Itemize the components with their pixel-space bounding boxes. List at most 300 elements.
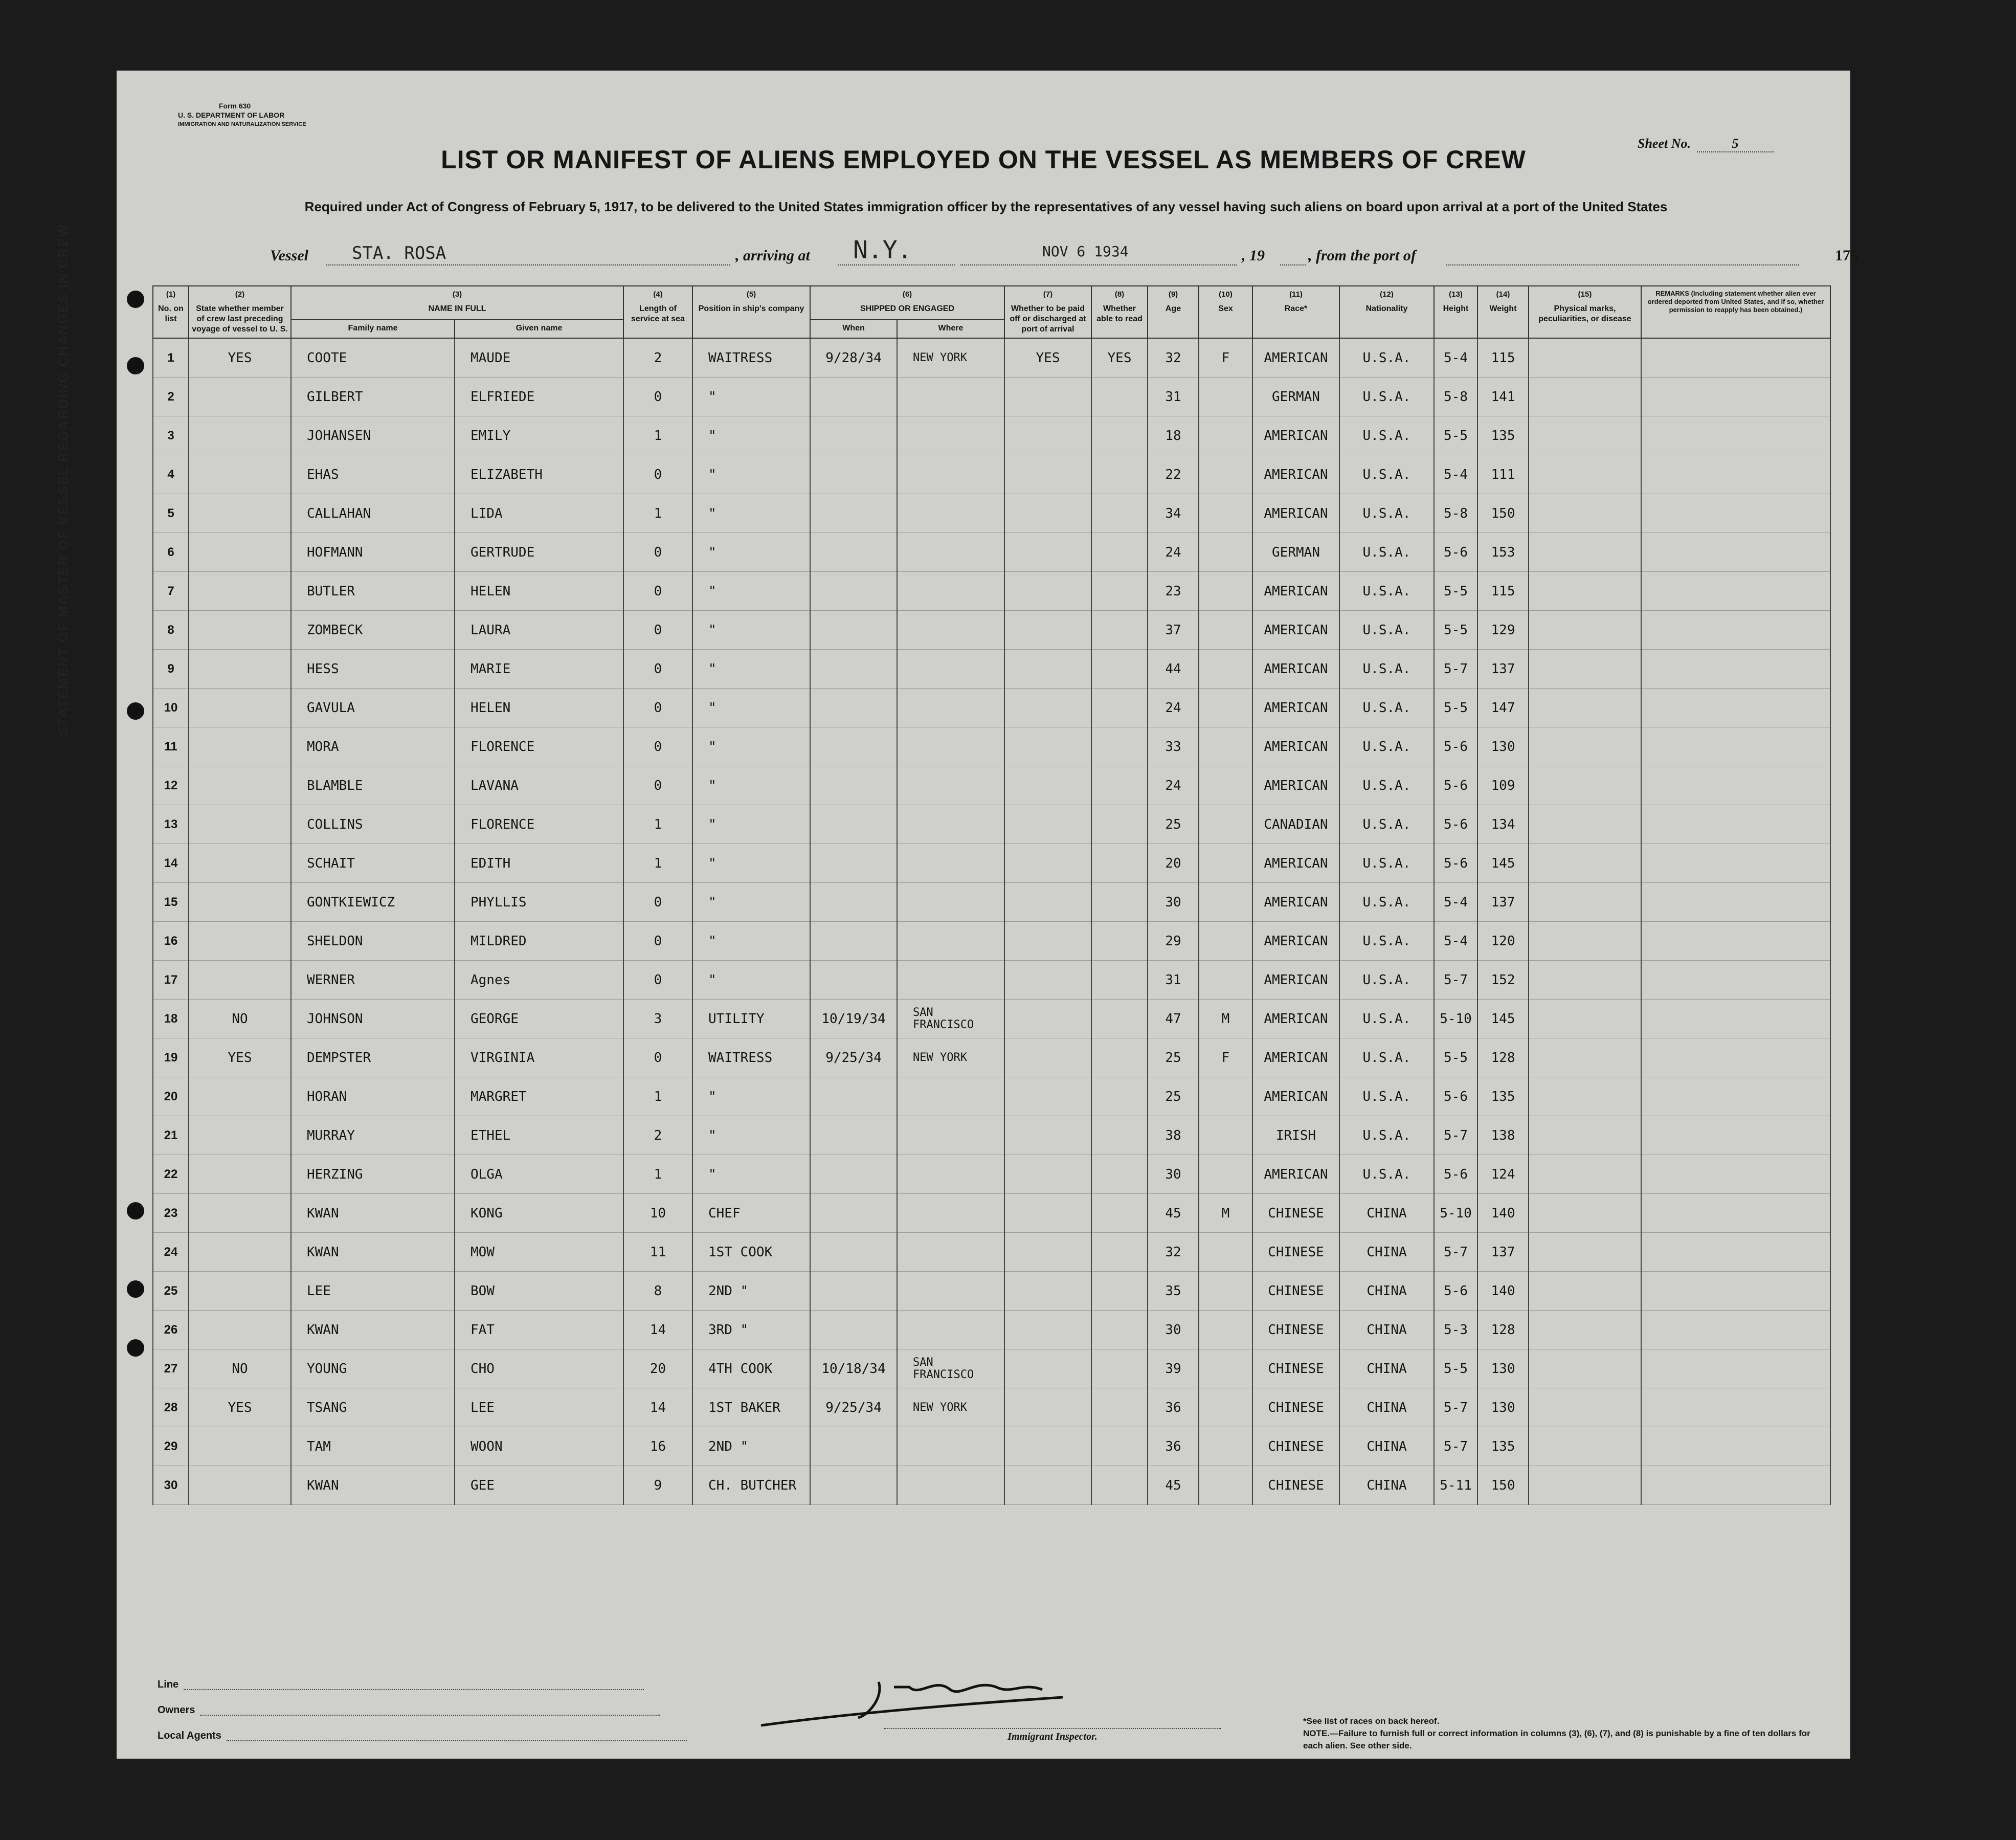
footnotes — [1303, 1715, 1815, 1752]
service-length-cell: 3 — [623, 1000, 692, 1038]
col-num: (13) — [1449, 290, 1463, 299]
service-length-cell: 0 — [623, 883, 692, 922]
able-to-read-cell — [1091, 1116, 1148, 1155]
remarks-cell — [1641, 533, 1830, 572]
shipped-when-cell — [810, 805, 897, 844]
race-cell: AMERICAN — [1252, 1000, 1339, 1038]
service-length-cell: 20 — [623, 1349, 692, 1388]
nationality-cell: U.S.A. — [1339, 572, 1434, 611]
row-number-cell: 7 — [153, 572, 189, 611]
date-underline — [960, 264, 1237, 265]
table-header — [153, 286, 1830, 338]
race-cell: AMERICAN — [1252, 727, 1339, 766]
service-length-cell: 2 — [623, 338, 692, 378]
col-num: (15) — [1578, 290, 1592, 299]
col-num: (11) — [1289, 290, 1303, 299]
service-length-cell: 11 — [623, 1233, 692, 1272]
able-to-read-cell — [1091, 1466, 1148, 1505]
owners-dots — [200, 1697, 660, 1716]
row-number-cell: 19 — [153, 1038, 189, 1077]
row-number-cell: 28 — [153, 1388, 189, 1427]
physical-marks-cell — [1529, 1155, 1641, 1194]
race-cell: CHINESE — [1252, 1427, 1339, 1466]
able-to-read-cell — [1091, 455, 1148, 494]
col-label: Whether able to read — [1096, 304, 1143, 323]
row-number-cell: 26 — [153, 1311, 189, 1349]
table-row — [153, 1233, 1830, 1272]
remarks-cell — [1641, 572, 1830, 611]
remarks-cell — [1641, 1388, 1830, 1427]
col-label: Position in ship's company — [698, 304, 804, 313]
remarks-cell — [1641, 1466, 1830, 1505]
age-cell: 31 — [1148, 961, 1199, 1000]
race-cell: AMERICAN — [1252, 689, 1339, 727]
physical-marks-cell — [1529, 1388, 1641, 1427]
nationality-cell: U.S.A. — [1339, 1155, 1434, 1194]
service-length-cell: 0 — [623, 961, 692, 1000]
family-name-cell: JOHNSON — [291, 1000, 455, 1038]
row-number-cell: 20 — [153, 1077, 189, 1116]
shipped-where-cell — [897, 1466, 1004, 1505]
able-to-read-cell — [1091, 961, 1148, 1000]
physical-marks-cell — [1529, 338, 1641, 378]
remarks-cell — [1641, 961, 1830, 1000]
weight-cell: 145 — [1477, 1000, 1529, 1038]
race-cell: AMERICAN — [1252, 1038, 1339, 1077]
last-voyage-cell — [189, 1077, 291, 1116]
paid-off-cell — [1004, 1388, 1091, 1427]
age-cell: 32 — [1148, 338, 1199, 378]
age-cell: 32 — [1148, 1233, 1199, 1272]
col-num: (14) — [1496, 290, 1510, 299]
physical-marks-cell — [1529, 1194, 1641, 1233]
col-label: Length of service at sea — [631, 304, 685, 323]
height-cell: 5-3 — [1434, 1311, 1477, 1349]
col-num: (8) — [1114, 290, 1125, 299]
row-number-cell: 15 — [153, 883, 189, 922]
col-label: Weight — [1489, 304, 1517, 313]
weight-cell: 135 — [1477, 1077, 1529, 1116]
last-voyage-cell: NO — [189, 1349, 291, 1388]
last-voyage-cell — [189, 689, 291, 727]
physical-marks-cell — [1529, 961, 1641, 1000]
sex-cell — [1199, 1233, 1252, 1272]
shipped-when-cell — [810, 727, 897, 766]
shipped-where-cell — [897, 378, 1004, 416]
table-row — [153, 1349, 1830, 1388]
family-name-cell: KWAN — [291, 1194, 455, 1233]
table-row — [153, 1116, 1830, 1155]
able-to-read-cell — [1091, 727, 1148, 766]
weight-cell: 120 — [1477, 922, 1529, 961]
paid-off-cell — [1004, 922, 1091, 961]
service-length-cell: 0 — [623, 533, 692, 572]
able-to-read-cell — [1091, 844, 1148, 883]
height-cell: 5-4 — [1434, 338, 1477, 378]
nationality-cell: CHINA — [1339, 1311, 1434, 1349]
sex-cell — [1199, 883, 1252, 922]
col-when: When — [810, 320, 897, 338]
row-number-cell: 30 — [153, 1466, 189, 1505]
weight-cell: 153 — [1477, 533, 1529, 572]
paid-off-cell — [1004, 650, 1091, 689]
race-cell: AMERICAN — [1252, 416, 1339, 455]
able-to-read-cell — [1091, 1000, 1148, 1038]
remarks-cell — [1641, 1427, 1830, 1466]
paid-off-cell — [1004, 1116, 1091, 1155]
last-voyage-cell — [189, 805, 291, 844]
table-row — [153, 766, 1830, 805]
physical-marks-cell — [1529, 766, 1641, 805]
given-name-cell: ELIZABETH — [455, 455, 623, 494]
position-cell: " — [692, 727, 810, 766]
page-title: LIST OR MANIFEST OF ALIENS EMPLOYED ON THE VESSEL AS MEMBERS OF CREW — [441, 145, 1526, 174]
height-cell: 5-7 — [1434, 650, 1477, 689]
given-name-cell: MARGRET — [455, 1077, 623, 1116]
given-name-cell: BOW — [455, 1272, 623, 1311]
race-cell: AMERICAN — [1252, 1077, 1339, 1116]
given-name-cell: LEE — [455, 1388, 623, 1427]
table-row — [153, 1155, 1830, 1194]
paid-off-cell — [1004, 1077, 1091, 1116]
age-cell: 24 — [1148, 766, 1199, 805]
age-cell: 18 — [1148, 416, 1199, 455]
family-name-cell: HOFMANN — [291, 533, 455, 572]
age-cell: 25 — [1148, 1038, 1199, 1077]
col-label: Sex — [1218, 304, 1233, 313]
shipped-when-cell — [810, 494, 897, 533]
table-body — [153, 338, 1830, 1505]
weight-cell: 145 — [1477, 844, 1529, 883]
row-number-cell: 12 — [153, 766, 189, 805]
physical-marks-cell — [1529, 1038, 1641, 1077]
paid-off-cell — [1004, 416, 1091, 455]
service-length-cell: 14 — [623, 1311, 692, 1349]
physical-marks-cell — [1529, 844, 1641, 883]
sex-cell — [1199, 1427, 1252, 1466]
physical-marks-cell — [1529, 572, 1641, 611]
nationality-cell: U.S.A. — [1339, 494, 1434, 533]
position-cell: UTILITY — [692, 1000, 810, 1038]
last-voyage-cell — [189, 1272, 291, 1311]
age-cell: 37 — [1148, 611, 1199, 650]
remarks-cell — [1641, 650, 1830, 689]
paid-off-cell — [1004, 1155, 1091, 1194]
sex-cell — [1199, 766, 1252, 805]
age-cell: 36 — [1148, 1388, 1199, 1427]
service-length-cell: 0 — [623, 1038, 692, 1077]
given-name-cell: GEE — [455, 1466, 623, 1505]
remarks-cell — [1641, 1349, 1830, 1388]
table-row — [153, 1000, 1830, 1038]
paid-off-cell — [1004, 611, 1091, 650]
age-cell: 33 — [1148, 727, 1199, 766]
last-voyage-cell — [189, 650, 291, 689]
service-length-cell: 9 — [623, 1466, 692, 1505]
race-cell: CHINESE — [1252, 1272, 1339, 1311]
form-line: Form 630 — [219, 102, 251, 110]
position-cell: " — [692, 883, 810, 922]
shipped-where-cell — [897, 689, 1004, 727]
shipped-where-cell: SAN FRANCISCO — [897, 1000, 1004, 1038]
able-to-read-cell — [1091, 805, 1148, 844]
race-cell: AMERICAN — [1252, 650, 1339, 689]
able-to-read-cell — [1091, 766, 1148, 805]
remarks-cell — [1641, 1077, 1830, 1116]
service-length-cell: 1 — [623, 1155, 692, 1194]
physical-marks-cell — [1529, 378, 1641, 416]
able-to-read-cell — [1091, 1311, 1148, 1349]
last-voyage-cell — [189, 533, 291, 572]
age-cell: 34 — [1148, 494, 1199, 533]
table-row — [153, 883, 1830, 922]
table-row — [153, 805, 1830, 844]
height-cell: 5-6 — [1434, 1272, 1477, 1311]
sex-cell — [1199, 1311, 1252, 1349]
given-name-cell: OLGA — [455, 1155, 623, 1194]
table-row — [153, 922, 1830, 961]
row-number-cell: 17 — [153, 961, 189, 1000]
given-name-cell: FLORENCE — [455, 805, 623, 844]
given-name-cell: WOON — [455, 1427, 623, 1466]
family-name-cell: MURRAY — [291, 1116, 455, 1155]
shipped-when-cell: 10/18/34 — [810, 1349, 897, 1388]
row-number-cell: 13 — [153, 805, 189, 844]
able-to-read-cell — [1091, 494, 1148, 533]
able-to-read-cell — [1091, 611, 1148, 650]
position-cell: WAITRESS — [692, 1038, 810, 1077]
position-cell: " — [692, 1155, 810, 1194]
shipped-where-cell — [897, 650, 1004, 689]
remarks-cell — [1641, 1311, 1830, 1349]
able-to-read-cell — [1091, 1194, 1148, 1233]
sex-cell — [1199, 1155, 1252, 1194]
col-num: (9) — [1168, 290, 1178, 299]
remarks-cell — [1641, 883, 1830, 922]
last-voyage-cell — [189, 961, 291, 1000]
shipped-when-cell — [810, 844, 897, 883]
group-shipped: SHIPPED OR ENGAGED — [860, 304, 955, 313]
sex-cell — [1199, 1077, 1252, 1116]
col-num: (7) — [1043, 290, 1053, 299]
race-cell: AMERICAN — [1252, 961, 1339, 1000]
physical-marks-cell — [1529, 455, 1641, 494]
shipped-where-cell: NEW YORK — [897, 1038, 1004, 1077]
remarks-cell — [1641, 338, 1830, 378]
shipped-when-cell: 9/25/34 — [810, 1388, 897, 1427]
row-number-cell: 14 — [153, 844, 189, 883]
family-name-cell: TSANG — [291, 1388, 455, 1427]
remarks-cell — [1641, 378, 1830, 416]
table-row — [153, 1272, 1830, 1311]
family-name-cell: GONTKIEWICZ — [291, 883, 455, 922]
remarks-cell — [1641, 455, 1830, 494]
col-num: (4) — [653, 290, 663, 299]
note-races: *See list of races on back hereof. — [1303, 1716, 1440, 1726]
sex-cell — [1199, 455, 1252, 494]
binder-hole — [127, 357, 144, 374]
weight-cell: 109 — [1477, 766, 1529, 805]
given-name-cell: KONG — [455, 1194, 623, 1233]
binder-hole — [127, 702, 144, 720]
race-cell: AMERICAN — [1252, 1155, 1339, 1194]
able-to-read-cell — [1091, 1427, 1148, 1466]
shipped-where-cell — [897, 883, 1004, 922]
row-number-cell: 16 — [153, 922, 189, 961]
col-num: (2) — [235, 290, 245, 299]
physical-marks-cell — [1529, 1077, 1641, 1116]
remarks-cell — [1641, 805, 1830, 844]
nationality-cell: U.S.A. — [1339, 1116, 1434, 1155]
last-voyage-cell — [189, 1427, 291, 1466]
row-number-cell: 6 — [153, 533, 189, 572]
shipped-where-cell — [897, 1311, 1004, 1349]
shipped-where-cell — [897, 1272, 1004, 1311]
family-name-cell: YOUNG — [291, 1349, 455, 1388]
nationality-cell: U.S.A. — [1339, 961, 1434, 1000]
col-num: (5) — [746, 290, 756, 299]
shipped-when-cell — [810, 1155, 897, 1194]
shipped-when-cell — [810, 1311, 897, 1349]
weight-cell: 137 — [1477, 883, 1529, 922]
remarks-cell — [1641, 844, 1830, 883]
last-voyage-cell — [189, 455, 291, 494]
position-cell: 2ND " — [692, 1427, 810, 1466]
table-row — [153, 961, 1830, 1000]
physical-marks-cell — [1529, 416, 1641, 455]
weight-cell: 130 — [1477, 1388, 1529, 1427]
remarks-cell — [1641, 922, 1830, 961]
from-port-label: , from the port of — [1308, 247, 1416, 264]
service-length-cell: 1 — [623, 844, 692, 883]
able-to-read-cell — [1091, 1038, 1148, 1077]
shipped-when-cell — [810, 650, 897, 689]
year-underline — [1280, 264, 1306, 265]
shipped-where-cell — [897, 961, 1004, 1000]
able-to-read-cell: YES — [1091, 338, 1148, 378]
sex-cell — [1199, 611, 1252, 650]
sex-cell — [1199, 494, 1252, 533]
shipped-where-cell — [897, 611, 1004, 650]
race-cell: CHINESE — [1252, 1349, 1339, 1388]
table-row — [153, 650, 1830, 689]
weight-cell: 128 — [1477, 1038, 1529, 1077]
given-name-cell: ETHEL — [455, 1116, 623, 1155]
shipped-when-cell — [810, 572, 897, 611]
col-label: Race* — [1284, 304, 1308, 313]
paid-off-cell — [1004, 1311, 1091, 1349]
sex-cell — [1199, 844, 1252, 883]
service-length-cell: 8 — [623, 1272, 692, 1311]
table-row — [153, 1194, 1830, 1233]
height-cell: 5-4 — [1434, 922, 1477, 961]
col-label: Nationality — [1365, 304, 1408, 313]
col-given-name: Given name — [455, 320, 623, 338]
table-row — [153, 1077, 1830, 1116]
shipped-when-cell — [810, 1077, 897, 1116]
col-num: (10) — [1219, 290, 1233, 299]
position-cell: " — [692, 922, 810, 961]
sex-cell — [1199, 416, 1252, 455]
shipped-when-cell — [810, 378, 897, 416]
race-cell: AMERICAN — [1252, 494, 1339, 533]
service-length-cell: 0 — [623, 766, 692, 805]
age-cell: 47 — [1148, 1000, 1199, 1038]
sex-cell — [1199, 1116, 1252, 1155]
paid-off-cell — [1004, 727, 1091, 766]
line-label: Line — [158, 1679, 179, 1690]
weight-cell: 152 — [1477, 961, 1529, 1000]
paid-off-cell — [1004, 1000, 1091, 1038]
shipped-where-cell — [897, 1116, 1004, 1155]
arriving-label: , arriving at — [735, 247, 810, 264]
sex-cell: F — [1199, 338, 1252, 378]
paid-off-cell — [1004, 494, 1091, 533]
shipped-where-cell — [897, 1194, 1004, 1233]
service-length-cell: 0 — [623, 727, 692, 766]
sex-cell — [1199, 922, 1252, 961]
paid-off-cell — [1004, 378, 1091, 416]
position-cell: 1ST BAKER — [692, 1388, 810, 1427]
paid-off-cell — [1004, 1466, 1091, 1505]
race-cell: AMERICAN — [1252, 611, 1339, 650]
weight-cell: 137 — [1477, 650, 1529, 689]
row-number-cell: 24 — [153, 1233, 189, 1272]
weight-cell: 135 — [1477, 416, 1529, 455]
age-cell: 39 — [1148, 1349, 1199, 1388]
family-name-cell: KWAN — [291, 1466, 455, 1505]
height-cell: 5-7 — [1434, 1116, 1477, 1155]
vessel-label: Vessel — [270, 247, 308, 264]
given-name-cell: MAUDE — [455, 338, 623, 378]
age-cell: 23 — [1148, 572, 1199, 611]
owners-label: Owners — [158, 1704, 195, 1716]
able-to-read-cell — [1091, 572, 1148, 611]
col-num: (12) — [1380, 290, 1394, 299]
paid-off-cell — [1004, 455, 1091, 494]
last-voyage-cell — [189, 1116, 291, 1155]
weight-cell: 134 — [1477, 805, 1529, 844]
race-cell: GERMAN — [1252, 378, 1339, 416]
shipped-where-cell: SAN FRANCISCO — [897, 1349, 1004, 1388]
shipped-where-cell — [897, 844, 1004, 883]
physical-marks-cell — [1529, 1427, 1641, 1466]
last-voyage-cell — [189, 611, 291, 650]
given-name-cell: LAURA — [455, 611, 623, 650]
shipped-where-cell — [897, 1427, 1004, 1466]
age-cell: 30 — [1148, 883, 1199, 922]
height-cell: 5-6 — [1434, 1155, 1477, 1194]
weight-cell: 128 — [1477, 1311, 1529, 1349]
shipped-where-cell — [897, 1233, 1004, 1272]
nationality-cell: U.S.A. — [1339, 844, 1434, 883]
family-name-cell: WERNER — [291, 961, 455, 1000]
sheet-label: Sheet No. — [1638, 136, 1691, 151]
table-row — [153, 1388, 1830, 1427]
height-cell: 5-6 — [1434, 805, 1477, 844]
physical-marks-cell — [1529, 611, 1641, 650]
position-cell: 4TH COOK — [692, 1349, 810, 1388]
position-cell: " — [692, 572, 810, 611]
given-name-cell: EDITH — [455, 844, 623, 883]
col-family-name: Family name — [291, 320, 455, 338]
table-row — [153, 1038, 1830, 1077]
remarks-cell — [1641, 1155, 1830, 1194]
family-name-cell: HORAN — [291, 1077, 455, 1116]
sex-cell — [1199, 1388, 1252, 1427]
nationality-cell: U.S.A. — [1339, 378, 1434, 416]
family-name-cell: MORA — [291, 727, 455, 766]
